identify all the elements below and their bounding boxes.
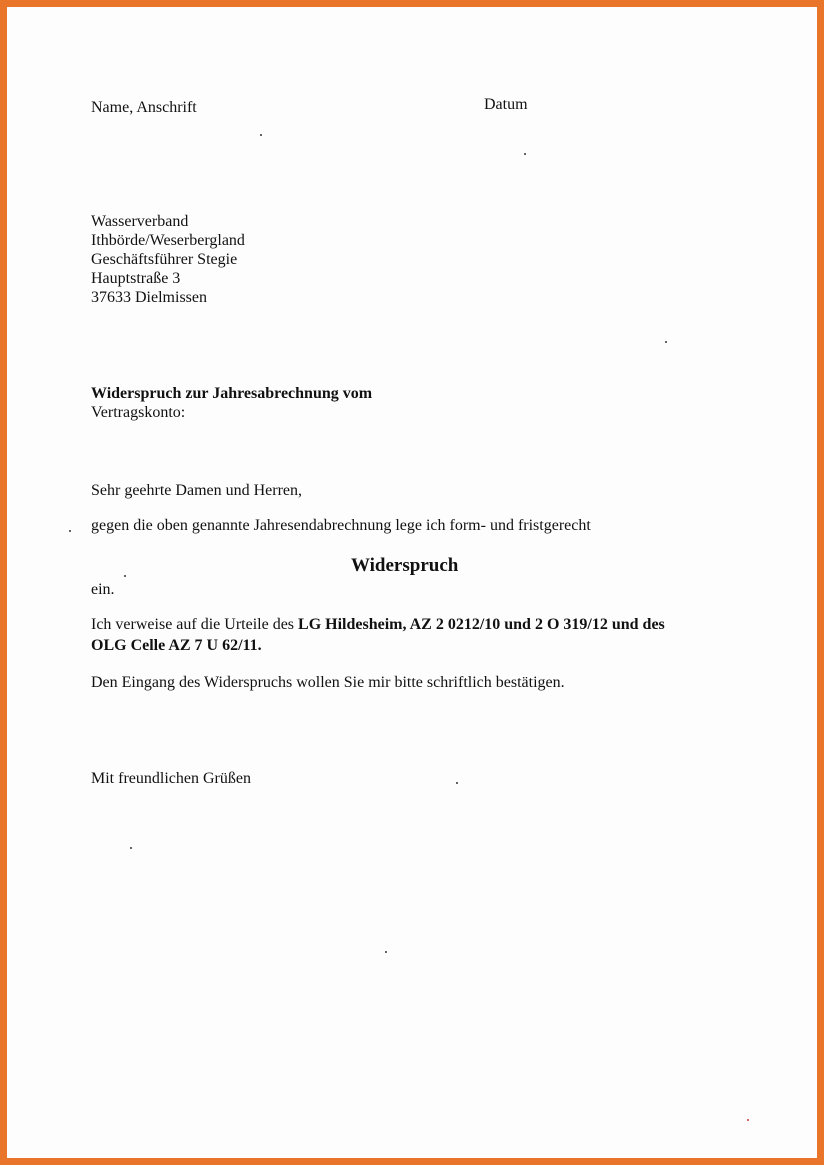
scan-speck xyxy=(130,847,132,849)
reference-prefix: Ich verweise auf die Urteile des xyxy=(91,616,299,633)
salutation: Sehr geehrte Damen und Herren, xyxy=(91,482,303,499)
scan-speck xyxy=(260,134,262,136)
reference-court-2: OLG Celle AZ 7 U 62/11. xyxy=(91,637,262,654)
scan-speck xyxy=(524,153,526,155)
date-placeholder: Datum xyxy=(484,96,528,113)
recipient-line: Wasserverband xyxy=(91,213,189,230)
scan-speck xyxy=(385,951,387,953)
sender-placeholder: Name, Anschrift xyxy=(91,99,197,116)
scan-speck xyxy=(747,1119,749,1121)
reference-line-1 xyxy=(91,615,665,634)
scan-speck xyxy=(124,575,126,577)
scan-speck xyxy=(456,782,458,784)
recipient-line: Hauptstraße 3 xyxy=(91,270,181,287)
recipient-line: Geschäftsführer Stegie xyxy=(91,251,238,268)
reference-court-1: LG Hildesheim, AZ 2 0212/10 und 2 O 319/12 und des xyxy=(298,616,665,633)
objection-heading: Widerspruch xyxy=(351,555,459,576)
recipient-line: Ithbörde/Weserbergland xyxy=(91,232,245,249)
intro-paragraph: gegen die oben genannte Jahresendabrechnung lege ich form- und fristgerecht xyxy=(91,517,591,534)
account-label: Vertragskonto: xyxy=(91,404,186,421)
scan-speck xyxy=(665,341,667,343)
subject-title: Widerspruch zur Jahresabrechnung vom xyxy=(91,385,373,402)
ein-text: ein. xyxy=(91,581,115,598)
recipient-line: 37633 Dielmissen xyxy=(91,289,207,306)
confirmation-request: Den Eingang des Widerspruchs wollen Sie mir bitte schriftlich bestätigen. xyxy=(91,674,565,691)
scan-speck xyxy=(69,530,71,532)
closing-greeting: Mit freundlichen Grüßen xyxy=(91,770,251,787)
